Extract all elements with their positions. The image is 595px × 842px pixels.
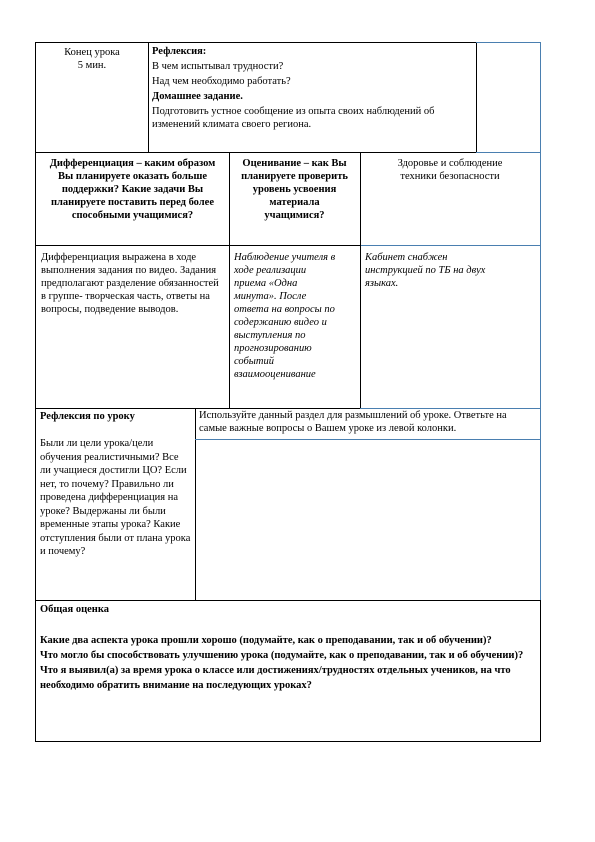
empty-cell [476,42,541,153]
reflection-answer-area[interactable] [195,439,541,601]
assessment-text: Наблюдение учителя в ходе реализации приема «Одна минута». После ответа на вопросы по содержанию видео и выступления по прогнозированию событий взаимооценивание [234,252,336,380]
reflection-line-1: В чем испытывал трудности? [152,61,284,72]
reflection-questions-cell [35,408,196,601]
reflection-line-2: Над чем необходимо работать? [152,76,291,87]
differentiation-content [35,245,230,409]
homework-title: Домашнее задание. [152,91,243,102]
lesson-end-cell [35,42,149,153]
lesson-end-time: 5 мин. [77,60,107,71]
health-header-text: Здоровье и соблюдение техники безопасности [397,158,503,182]
overall-cell [35,600,541,742]
health-content [360,245,541,409]
reflection-cell [148,42,477,153]
assessment-header-text: Оценивание – как Вы планируете проверить уровень усвоения материала учащимися? [241,158,348,221]
overall-question-1: Какие два аспекта урока прошли хорошо (подумайте, как о преподавании, так и об обучении)? [40,635,492,646]
reflection-questions: Были ли цели урока/цели обучения реалистичными? Все ли учащиеся достигли ЦО? Если нет, то почему? Правильно ли проведена дифференциация на уроке? Выдержаны ли были временные этапы урока? Какие отступления были от плана урока и почему? [40,438,191,557]
reflection-title: Рефлексия: [152,46,207,57]
health-text: Кабинет снабжен инструкцией по ТБ на двух языках. [365,252,486,289]
differentiation-header [35,152,230,246]
lesson-reflection-title: Рефлексия по уроку [40,411,135,422]
health-header [360,152,541,246]
overall-question-3: Что я выявил(а) за время урока о классе или достижениях/трудностях отдельных учеников, на что необходимо обратить внимание на последующих уроках? [40,665,511,691]
overall-question-2: Что могло бы способствовать улучшению урока (подумайте, как о преподавании, так и об обучении)? [40,650,524,661]
reflection-instruction-cell [195,408,541,440]
differentiation-text: Дифференциация выражена в ходе выполнения задания по видео. Задания предполагают разделение обязанностей в группе- творческая часть, ответы на вопросы, подведение выводов. [41,252,219,315]
differentiation-header-text: Дифференциация – каким образом Вы планируете оказать больше поддержки? Какие задачи Вы планируете поставить перед более способными учащимися? [49,158,216,221]
assessment-content [229,245,361,409]
reflection-instruction: Используйте данный раздел для размышлений об уроке. Ответьте на самые важные вопросы о Вашем уроке из левой колонки. [199,410,507,434]
homework-text: Подготовить устное сообщение из опыта своих наблюдений об изменений климата своего региона. [152,106,435,130]
overall-title: Общая оценка [40,604,109,615]
assessment-header [229,152,361,246]
lesson-end-label: Конец урока [64,47,120,58]
